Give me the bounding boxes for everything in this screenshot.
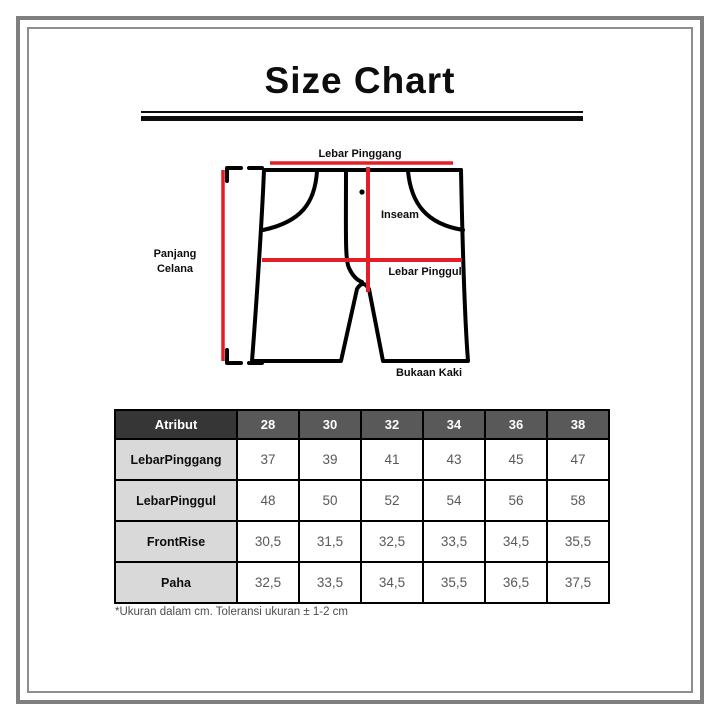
table-cell: 33,5 <box>299 562 361 603</box>
table-cell: 32,5 <box>237 562 299 603</box>
label-inseam: Inseam <box>381 209 419 221</box>
table-cell: 35,5 <box>547 521 609 562</box>
label-lebar-pinggul: Lebar Pinggul <box>388 266 462 278</box>
table-cell: 32,5 <box>361 521 423 562</box>
size-table <box>114 409 610 604</box>
table-cell: 37,5 <box>547 562 609 603</box>
table-cell: 56 <box>485 480 547 521</box>
table-row-paha <box>115 562 609 603</box>
title-divider-thin-line <box>141 111 583 113</box>
table-row-frontrise <box>115 521 609 562</box>
header-cell-size-38: 38 <box>547 410 609 439</box>
label-lebar-pinggang: Lebar Pinggang <box>318 148 402 160</box>
table-cell: 35,5 <box>423 562 485 603</box>
size-table-header <box>115 410 609 439</box>
label-bukaan-kaki: Bukaan Kaki <box>395 367 463 379</box>
table-cell: 30,5 <box>237 521 299 562</box>
row-label: Paha <box>115 562 237 603</box>
label-celana: Celana <box>156 263 194 275</box>
table-footnote: *Ukuran dalam cm. Toleransi ukuran ± 1-2 cm <box>115 606 348 618</box>
table-cell: 52 <box>361 480 423 521</box>
table-cell: 37 <box>237 439 299 480</box>
table-cell: 33,5 <box>423 521 485 562</box>
table-row-lebarpinggang <box>115 439 609 480</box>
table-cell: 45 <box>485 439 547 480</box>
header-cell-size-30: 30 <box>299 410 361 439</box>
table-cell: 36,5 <box>485 562 547 603</box>
header-cell-size-36: 36 <box>485 410 547 439</box>
label-panjang-celana <box>135 247 215 277</box>
title-divider-thick-line <box>141 116 583 121</box>
table-cell: 41 <box>361 439 423 480</box>
title-divider <box>141 111 583 121</box>
header-cell-atribut: Atribut <box>115 410 237 439</box>
table-cell: 43 <box>423 439 485 480</box>
header-cell-size-34: 34 <box>423 410 485 439</box>
size-table-body <box>115 439 609 603</box>
header-cell-size-32: 32 <box>361 410 423 439</box>
table-row-lebarpinggul <box>115 480 609 521</box>
header-cell-size-28: 28 <box>237 410 299 439</box>
table-cell: 34,5 <box>361 562 423 603</box>
table-cell: 58 <box>547 480 609 521</box>
table-cell: 48 <box>237 480 299 521</box>
table-cell: 39 <box>299 439 361 480</box>
table-cell: 47 <box>547 439 609 480</box>
table-header-row <box>115 410 609 439</box>
row-label: FrontRise <box>115 521 237 562</box>
table-cell: 50 <box>299 480 361 521</box>
row-label: LebarPinggang <box>115 439 237 480</box>
table-cell: 34,5 <box>485 521 547 562</box>
page-title: Size Chart <box>264 60 456 101</box>
label-panjang: Panjang <box>153 248 197 260</box>
row-label: LebarPinggul <box>115 480 237 521</box>
table-cell: 31,5 <box>299 521 361 562</box>
table-cell: 54 <box>423 480 485 521</box>
